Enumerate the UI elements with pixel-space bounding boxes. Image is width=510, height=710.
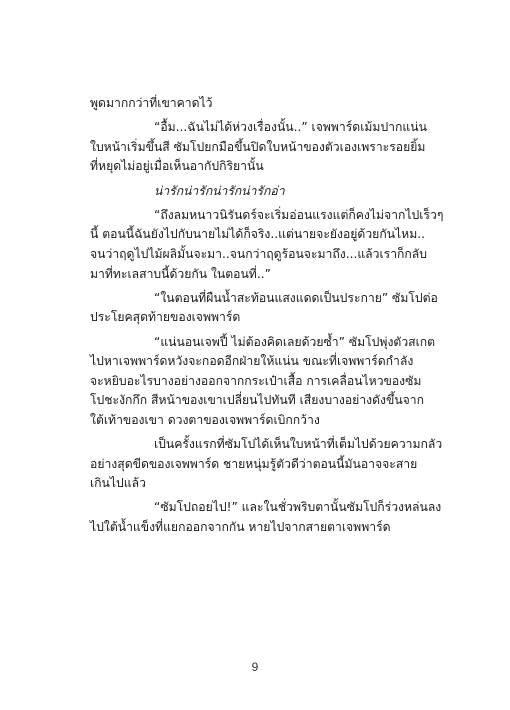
text-line: “แน่นอนเจพปี้ ไม่ต้องคิดเลยด้วยซ้ำ” ซัมโปพุ่งตัวสเกต bbox=[154, 334, 436, 349]
paragraph bbox=[90, 498, 456, 537]
body-text bbox=[90, 94, 456, 542]
text-line: ที่หยุดไม่อยู่เมื่อเห็นอากัปกิริยานั้น bbox=[90, 159, 264, 174]
text-line: โปชะงักกึก สีหน้าของเขาเปลี่ยนไปทันที เสียงบางอย่างดังขึ้นจาก bbox=[90, 393, 425, 408]
text-line: ไปใต้น้ำแข็งที่แยกออกจากกัน หายไปจากสายตาเจพพาร์ด bbox=[90, 520, 391, 535]
text-line: จนว่าฤดูไปไม้ผลิมั้นจะมา..จนกว่าฤดูร้อนจะมาถึง...แล้วเราก็กลับ bbox=[90, 246, 428, 261]
text-line: มาที่ทะเลสาบนี้ด้วยกัน ในตอนที่..” bbox=[90, 266, 271, 281]
text-line: ใต้เท้าของเขา ดวงตาของเจพพาร์ดเบิกกว้าง bbox=[90, 412, 320, 427]
text-line: เป็นครั้งแรกที่ซัมโปได้เห็นใบหน้าที่เต็มไปด้วยความกลัว bbox=[154, 437, 443, 452]
text-line: พูดมากกว่าที่เขาคาดไว้ bbox=[90, 96, 213, 110]
text-line: จะหยิบอะไรบางอย่างออกจากกระเป๋าเสื้อ การเคลื่อนไหวของซัม bbox=[90, 373, 422, 388]
text-line: ประโยคสุดท้ายของเจพพาร์ด bbox=[90, 310, 241, 325]
text-line: “ถึงลมหนาวนิรันดร์จะเริ่มอ่อนแรงแต่ก็คงไม่จากไปเร็วๆ bbox=[154, 207, 444, 222]
paragraph bbox=[90, 118, 456, 177]
text-line: นี้ ตอนนี้ฉันยังไปกับนายไม่ได้ก็จริง..แต่นายจะยังอยู่ด้วยกันไหม.. bbox=[90, 227, 425, 242]
page-number: 9 bbox=[251, 660, 259, 674]
paragraph bbox=[90, 94, 456, 114]
text-line: เกินไปแล้ว bbox=[90, 476, 146, 491]
paragraph bbox=[90, 182, 456, 202]
paragraph bbox=[90, 435, 456, 494]
text-line: น่ารักน่ารักน่ารักน่ารักอ่า bbox=[154, 183, 285, 198]
text-line: “อื้ม...ฉันไม่ได้ห่วงเรื่องนั้น..” เจพพาร์ดเม้มปากแน่น bbox=[154, 120, 427, 135]
text-line: ไปหาเจพพาร์ดหวังจะกอดอีกฝ่ายให้แน่น ขณะที่เจพพาร์ดกำลัง bbox=[90, 354, 414, 369]
text-line: “ซัมโปถอยไป!” และในชั่วพริบตานั้นซัมโปก็ร่วงหล่นลง bbox=[154, 500, 442, 515]
paragraph bbox=[90, 289, 456, 328]
text-line: “ในตอนที่ผืนน้ำสะท้อนแสงแดดเป็นประกาย” ซัมโปต่อ bbox=[154, 290, 438, 305]
paragraph bbox=[90, 333, 456, 431]
text-line: อย่างสุดขีดของเจพพาร์ด ชายหนุ่มรู้ตัวดีว่าตอนนี้มันอาจจะสาย bbox=[90, 456, 418, 471]
text-line: ใบหน้าเริ่มขึ้นสี ซัมโปยกมือขึ้นปิดใบหน้าของตัวเองเพราะรอยยิ้ม bbox=[90, 139, 426, 154]
paragraph bbox=[90, 206, 456, 284]
